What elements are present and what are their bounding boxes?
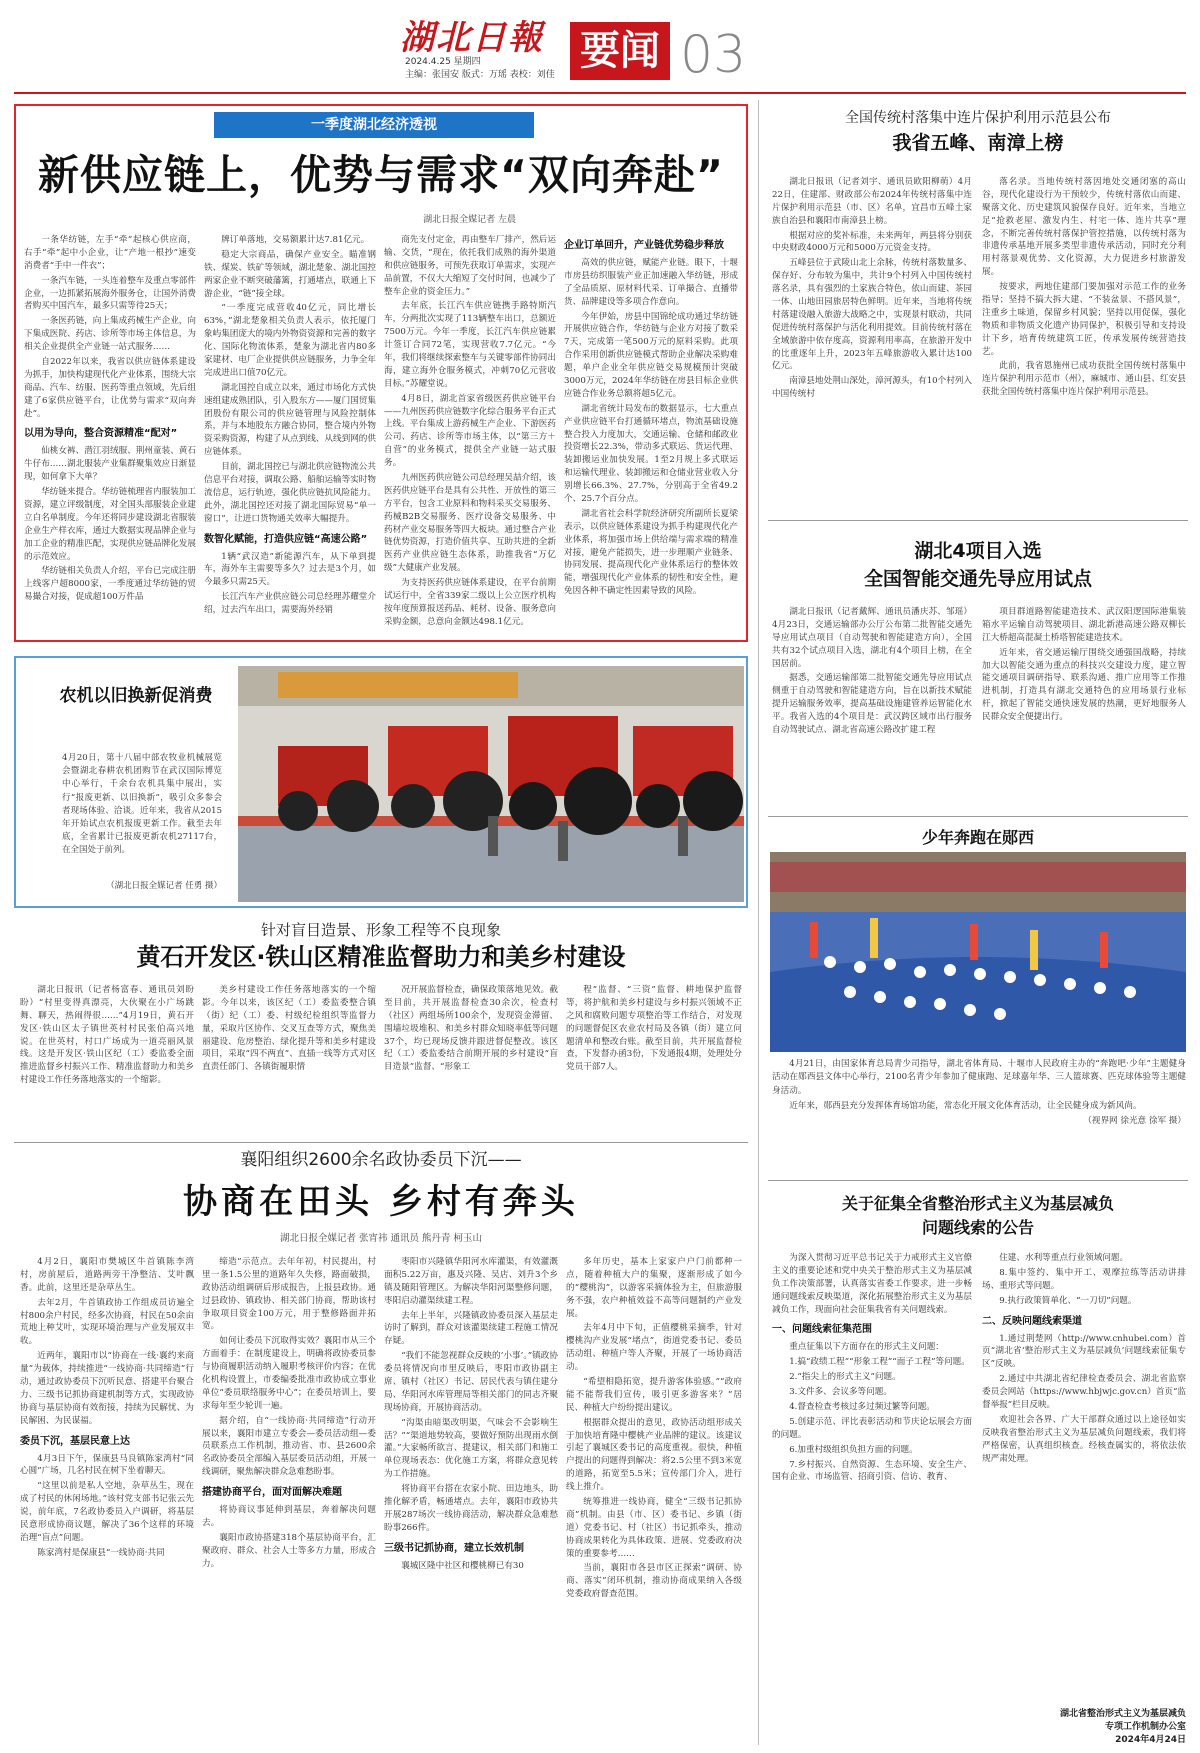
paragraph: 美乡村建设工作任务落地落实的一个缩影。今年以来，该区纪（工）委监委整合镇（街）纪（工）委、村级纪检组织等监督力量，采取片区协作、交叉互查等方式，聚焦美丽建设、危房整治、绿化提升等和美乡村建设项目，采取“四不两直”、直插一线等方式对区直责任部门、各镇街履职情 [202,985,376,1073]
paragraph: 目前，湖北国控已与湖北供应链物流公共信息平台对接，调取公路、船舶运输等实时物流信息，运行轨迹，强化供应链抗风险能力。此外，湖北国控还对接了湖北国际贸易“单一窗口”，让进口货物通关效率大幅提升。 [204,462,376,524]
photo-feature-credit: （湖北日报全媒记者 任勇 摄） [106,881,222,891]
paragraph: 今年伊始，房县中国锦纶成功通过华纺链开展供应链合作，华纺链与企业方对接了数采7天，完成第一笔500万元的原料采购。此项合作采用创新供应链模式帮助企业解决采购难题，单户企业全年供应链交易规模预计突破3000万元，2024年华纺链在房县目标企业供应链合作业务总额将超5亿元。 [564,311,738,399]
paragraph: 9.执行政策简单化、“一刀切”问题。 [999,1295,1137,1306]
paragraph: 8.集中签约、集中开工、观摩拉练等活动讲排场、重形式等问题。 [982,1267,1186,1291]
paragraph: 去年上半年，兴隆镇政协委员深入基层走访时了解到，群众对该灌渠续建工程施工情况存疑。 [384,1310,558,1347]
notice-headline-1: 关于征集全省整治形式主义为基层减负 [841,1194,1114,1213]
divider [14,1142,748,1143]
paragraph: 1.搞“政绩工程”“形象工程”“面子工程”等问题。 [789,1357,970,1368]
section-label: 要闻 [570,22,670,80]
lead-article [14,104,748,642]
column-divider [758,100,759,1745]
paragraph: 程”监督、“三资”监督、耕地保护监督等，将护航和美乡村建设与乡村振兴领域不正之风和腐败问题专项整治等工作结合，对发现的问题督促区农业农村局及各镇（街）建立问题清单和整改台账。截至目前，共开展监督检查，下发督办函3份，下发通报4期，处理处分党员干部7人。 [566,985,742,1073]
issue-editors: 主编：张国安 版式：万瑶 表校：刘佳 [405,69,555,80]
paragraph: 湖北省社会科学院经济研究所副所长夏梁表示，以供应链体系建设为抓手构建现代化产业体系，将加强市场上供给端与需求端的精准对接，避免产能损失，进一步理顺产业链条、协同发展、提高现代化产业体系运行的整体效能，增强现代化产业体系的韧性和安全性，避免因各种不确定性因素导致的风险。 [564,508,738,597]
paragraph: “我们不能忽视群众反映的‘小事’。”镇政协委员将情况向市里反映后，枣阳市政协副主席、镇村（社区）书记、居民代表与镇住建分局、华阳河水库管理局等相关部门的同志齐聚现场协商，开展协商活动。 [384,1351,558,1413]
masthead [0,0,1200,96]
xiangyang-kicker: 襄阳组织2600余名政协委员下沉—— [240,1150,522,1170]
subheading: 数智化赋能，打造供应链“高速公路” [204,533,368,545]
divider [768,816,1188,817]
lead-column-4 [564,238,738,638]
paragraph: 湖北日报讯（记者杨富春、通讯员刘盼盼）“村里变得真漂亮，大伙聚在小广场跳舞、聊天，热闹得很……”4月19日，黄石开发区·铁山区太子镇世英村村民张伯高兴地说。在世英村，村口广场成为一道亮丽风景线。这是开发区·铁山区纪（工）委监委全面推进监督乡村振兴工作、精准监督助力和美乡村建设工作任务落地落实的一个缩影。 [20,985,194,1086]
paragraph: 五峰县位于武陵山北上余脉，传统村落数量多、保存好、分布较为集中，共计9个村列入中国传统村落名录，具有强烈的土家族合特色，依山而建、茶园一体、山地田园旅居特色鲜明。近年来，当地将传统村落建设融入旅游大战略之中，实现景村联动，共同促进传统村落保护与活化利用提效。目前传统村落在全域旅游中依存度高，资源利用率高，在旅游开发中的比重逐年上升，2023年五峰旅游收入累计达100亿元。 [772,258,972,372]
paragraph: 去年底，长江汽车供应链携手路特斯汽车，分两批次实现了113辆整车出口，总额近7500万元。今年一季度，长江汽车供应链累计签订合同72笔，实现营收7.7亿元。“今年，我们将继续探索整车与关键零部件协同出海，建立海外仓服务模式，冲刺70亿元营收目标。”苏耀堂说。 [384,301,556,389]
photo-feature-title: 农机以旧换新促消费 [59,686,213,706]
paragraph: 7.乡村振兴、自然资源、生态环境、安全生产、国有企业、市场监管、招商引资、信访、教育、 [772,1459,972,1483]
village-column-2 [982,176,1186,516]
paragraph: 襄城区隆中社区和樱桃柳已有30 [401,1560,524,1571]
paragraph: 一条汽车链，一头连着整车及重点零部件企业，一边抓紧拓展海外服务仓，让国外消费者购买中国汽车，最多只需等待25天； [24,275,196,312]
lead-byline: 湖北日报全媒记者 左晨 [423,215,516,225]
paragraph: 湖北国控自成立以来，通过市场化方式快速组建成熟团队，引入股东方——厦门国贸集团股份有限公司的供应链管理与风险控制体系，并与本地股东方融合协同，整合境内外物资采购资源，构建了从点到线、从线到网的供应链体系。 [204,382,376,458]
paragraph: 去年2月，牛首镇政协工作组成员访遍全村800余户村民，经多次协商，村民在50余亩荒地上种艾叶，实现环境治理与产业发展双丰收。 [20,1297,194,1347]
photo-credit: （视界网 徐光意 徐军 摄） [1083,1116,1186,1127]
paragraph: 华纺链来提合。华纺链梳理省内服装加工资源，建立评级制度，对全国头部服装企业建立白名单制度。今年还将同步建设湖北省服装企业生产样衣库，通过大数据实现品牌企业与加工企业的精准匹配，实现供应链品牌化发展的示范效应。 [24,487,196,562]
paragraph: 枣阳市兴隆镇华阳河水库灌渠，有效灌溉面积5.22万亩，惠及兴隆、吴店、刘升3个乡镇及随阳管理区。为解决华阳河渠整修问题，枣阳启动灌渠续建工程。 [384,1257,558,1306]
paragraph: “一季度完成营收40亿元，同比增长63%，”湖北楚象相关负责人表示，依托厦门象屿集团庞大的境内外物资资源和完善的数字化、国际化物流体系，楚象为湖北省内80多家建材、电厂企业提供供应链服务，力争全年完成进出口值70亿元。 [204,303,376,378]
paragraph: 一条华纺链，左手“牵”起核心供应商，右手“牵”起中小企业，让“产地一根抄”速变消费者“手中一件衣”； [24,235,196,271]
paragraph: 近年来，省交通运输厅围绕交通强国战略，持续加大以智能交通为重点的科技兴交建设力度，建立智能交通项目调研指导、联系沟通、推广应用等工作推进机制，打造具有湖北交通特色的应用场景行业标杆，掀起了智能交通快速发展的热潮，更好地服务人民群众安全便捷出行。 [982,647,1186,723]
paragraph: 欢迎社会各界、广大干部群众通过以上途径如实反映我省整治形式主义为基层减负问题线索，我们将严格保密，认真组织核查。经核查属实的，将依法依规严肃处理。 [982,1414,1186,1464]
signature-line-2: 专项工作机制办公室 [1104,1722,1186,1733]
paragraph: 1辆“武汉造”新能源汽车，从下单到提车，海外车主需要等多久？过去是3个月，如今最多只需25天。 [204,551,376,588]
paragraph: 2.通过中共湖北省纪律检查委员会、湖北省监察委员会网站（https://www.hbjwjc.gov.cn）首页“监督举报”栏目反映。 [982,1374,1186,1411]
paragraph: “沟渠由暗渠改明渠，气味会不会影响生活？”“渠道地势较高，要做好预防出现雨水倒灌。”大家畅所欲言、提建议，相关部门和施工单位现场表态：优化施工方案，将群众意见转为工作措施。 [384,1417,558,1480]
xiangyang-headline: 协商在田头 乡村有奔头 [183,1182,579,1222]
paragraph: 将协商平台搭在农家小院、田边地头，助推化解矛盾，畅通堵点。去年，襄阳市政协共开展287场次一线协商活动，解决群众急难愁盼事266件。 [384,1484,558,1533]
huangshi-column-3 [384,984,558,1134]
page-number: 03 [680,25,747,85]
lead-column-3 [384,234,556,634]
paragraph: 如何让委员下沉取得实效？襄阳市从三个方面着手：在制度建设上，明确将政协委员参与协商履职活动纳入履职考核评价内容；在优化机构设置上，市委编委批准市政协成立事业单位“委员联络服务中心”；在委员培训上，要求每年至少轮训一遍。 [202,1336,376,1411]
xiangyang-column-3 [384,1256,558,1746]
paragraph: 九州医药供应链公司总经理吴喆介绍，该医药供应链平台是具有公共性、开放性的第三方平台，包含工业原料和物料采买交易服务、药械B2B交易服务、医疗设备交易服务、中药材产业交易服务等四大板块。通过整合产业链优势资源，打造价值共享、互助共进的全新医药产业供应链生态体系，助推我省“万亿级”大健康产业发展。 [384,473,556,574]
youth-run-photo [770,852,1186,1052]
paragraph: 项目群道路智能建造技术、武汉阳逻国际港集装箱水平运输自动驾驶项目、湖北新港高速公路双柳长江大桥超高混凝土桥塔智能建造技术。 [982,607,1186,643]
paragraph: “希望相隐拓宽，提升游客体验感。”“政府能不能帮我们宣传，吸引更多游客来？”居民、种植大户纷纷提出建议。 [566,1377,742,1413]
paragraph: 湖北日报讯（记者刘宇、通讯员欧阳柳萌）4月22日，住建部、财政部公布2024年传统村落集中连片保护利用示范县（市、区）名单，宜昌市五峰土家族自治县和襄阳市南漳县上榜。 [772,177,972,226]
paragraph: 陈家湾村是保康县“一线协商·共同 [37,1547,165,1558]
lead-column-1 [24,234,196,634]
paragraph: 4月2日，襄阳市樊城区牛首镇陈李湾村，房前屋后，道路两旁干净整洁、艾叶飘香。此前，这里还是杂草丛生。 [20,1257,194,1293]
paragraph: 统筹推进一线协商，健全“三级书记抓协商”机制。由县（市、区）委书记、乡镇（街道）党委书记、村（社区）书记抓牵头，推动协商成果转化为具体政策、进展、党委政府决策的重要参考…… [566,1497,742,1559]
subheading: 一、问题线索征集范围 [772,1324,872,1336]
paragraph: 稳定大宗商品，确保产业安全。瞄准钢铁、煤炭、铁矿等领域，湖北楚象、湖北国控两家企业不断突破藩篱，打通堵点，联通上下游企业，“链”接全球。 [204,249,376,299]
transport-column-1 [772,606,972,806]
transport-headline-2: 全国智能交通先导应用试点 [863,568,1092,590]
paragraph: 6.加重村级组织负担方面的问题。 [789,1444,918,1455]
paragraph: 自2022年以来，我省以供应链体系建设为抓手，加快构建现代化产业体系，围绕大宗商品、汽车、纺服、医药等重点领域，先后组建了6家供应链平台，让优势与需求“双向奔赴”。 [24,357,196,419]
lead-headline: 新供应链上，优势与需求“双向奔赴” [38,151,724,199]
paragraph: “这里以前是私人空地，杂草丛生，现在成了村民的休闲场地。”该村党支部书记张云先说，前年底，7名政协委员入户调研，将基层民意形成协商议题，解决了36个这样的环境治理“盲点”问题。 [20,1481,194,1543]
huangshi-headline: 黄石开发区·铁山区精准监督助力和美乡村建设 [136,943,626,971]
paragraph: 根据对应的奖补标准，未来两年，两县将分别获中央财政4000万元和5000万元资金支持。 [772,230,972,254]
subheading: 以用为导向，整合资源精准“配对” [24,428,178,440]
transport-column-2 [982,606,1186,806]
paragraph: 仙桃女裤、潜江羽绒服、荆州童装、黄石牛仔布……湖北服装产业集群聚集效应日渐显现，如何拿下大单？ [24,446,196,483]
subheading: 委员下沉，基层民意上达 [20,1435,130,1447]
signature-date: 2024年4月24日 [1115,1735,1186,1746]
header-rule [14,92,1186,94]
paragraph: 襄阳市政协搭建318个基层协商平台，汇聚政府、群众、社会人士等多方力量，形成合力。 [202,1532,376,1569]
huangshi-column-1 [20,984,194,1134]
paragraph: 去年4月中下旬，正值樱桃采摘季，针对樱桃沟产业发展“堵点”，街道党委书记、委员活动组、种植户等人齐聚，开展了一场协商活动。 [566,1323,742,1373]
paragraph: 按要求，两地住建部门要加强对示范工作的业务指导；坚持不搞大拆大建、“不装盆景、不搭风景”，注重乡土味道，保留乡村风貌；坚持以用促保，强化物质和非物质文化遗产协同保护，积极引导和支持设计下乡，培育传统建筑工匠，传承发展传统营造技艺。 [982,282,1186,357]
photo-feature-body: 4月20日，第十八届中部农牧业机械展览会暨湖北春耕农机团购节在武汉国际博览中心举行，千余台农机具集中展出，实行“报废更新、以旧换新”，吸引众多参会者现场体验、洽谈。近年来，我省从2015年开始试点农机报废更新工作。截至去年底，全省累计已报废更新农机27117台，在全国处于前列。 [62,753,222,856]
youth-run-caption [772,1058,1186,1176]
issue-meta [405,56,555,81]
paragraph: 2.“指尖上的形式主义”问题。 [789,1372,901,1383]
paragraph: 湖北省统计局发布的数据显示，七大重点产业供应链平台打通循环堵点，物流基础设施整合投入力度加大，交通运输、仓储和邮政业投资增长22.3%，带动多式联运、货运代理、装卸搬运业加快发展。1至2月规上多式联运和运输代理业、装卸搬运和仓储业营业收入分别增长66.3%、27.7%，分别高于全省49.2个、25.7个百分点。 [564,403,738,505]
paragraph: 将协商议事延伸到基层，奔着解决问题去。 [202,1505,376,1529]
paragraph: 据悉，交通运输部第二批智能交通先导应用试点侧重于自动驾驶和智能建造方向，旨在以新技术赋能提升运输服务效率，提高基础设施建管养运智能化水平。我省入选的4个项目是：武汉跨区域市出行服务自动驾驶试点、湖北省高速公路改扩建工程 [772,673,972,736]
village-kicker: 全国传统村落集中连片保护利用示范县公布 [845,110,1111,126]
paragraph: 落名录。当地传统村落因地处交通闭塞的高山谷，现代化建设行为干预较少，传统村落依山而建、聚落文化、历史建筑风貌保存良好。近年来，当地立足“抢救老屋、激发内生、村宅一体、连片共享”理念，不断完善传统村落保护管控措施，以传统村落为非遗传承基地开展多类型非遗传承活动，同时充分利用村落景观优势、文化资源，大力促进乡村旅游发展。 [982,177,1186,278]
notice-column-1 [772,1252,972,1742]
paragraph: 此前，我省恩施州已成功获批全国传统村落集中连片保护利用示范市（州），麻城市、通山县、红安县获批全国传统村落集中连片保护利用示范县。 [982,361,1186,398]
paragraph: 据介绍，自“一线协商·共同缔造”行动开展以来，襄阳市建立专委会—委员活动组—委员联系点工作机制，推动省、市、县2600余名政协委员全部编入基层委员活动组，开展一线调研，聚焦解决群众急难愁盼事。 [202,1415,376,1478]
paragraph: 为深入贯彻习近平总书记关于力戒形式主义官僚主义的重要论述和党中央关于整治形式主义为基层减负工作决策部署，认真落实省委工作要求，进一步畅通问题线索反映渠道，深化拓展整治形式主义为基层减负工作，现面向社会征集我省有关问题线索。 [772,1253,972,1315]
paragraph: 南漳县地处荆山深处，漳河源头，有10个村列入中国传统村 [772,376,972,400]
subheading: 二、反映问题线索渠道 [982,1315,1082,1327]
paragraph: 商先支付定金，再由整车厂排产，然后运输、交货，“现在，依托我们成熟的海外渠道和供应链服务，可预先获取订单需求，实现产品前置，不仅大大缩短了交付时间，也减少了整车企业的资金压力。” [384,235,556,297]
paragraph: 华纺链相关负责人介绍，平台已完成注册上线客户超8000家，一季度通过华纺链的贸易撮合对接，促成超100万件品 [24,566,196,603]
notice-column-2 [982,1252,1186,1692]
photo-feature [14,656,748,908]
transport-headline-1: 湖北4项目入选 [914,540,1042,562]
village-headline: 我省五峰、南漳上榜 [892,132,1064,154]
divider [768,1180,1188,1181]
notice-signature [1060,1708,1186,1747]
lead-column-2 [204,234,376,634]
xiangyang-byline: 湖北日报全媒记者 张宵祎 通讯员 熊丹青 柯玉山 [279,1233,483,1244]
paragraph: 多年历史，基本上家家户户门前都种一点，随着种植大户的集聚，逐渐形成了如今的“樱桃沟”，以游客采摘体验为主，但旅游服务不强，农户种植效益不高等问题制约产业发展。 [566,1257,742,1319]
paragraph: 住建、水利等重点行业领域问题。 [999,1253,1129,1263]
paragraph: 5.创建示范、评比表彰活动和节庆论坛展会方面的问题。 [772,1416,972,1440]
xiangyang-column-1 [20,1256,194,1746]
paragraph: 4.督查检查考核过多过频过繁等问题。 [789,1402,935,1413]
issue-date: 2024.4.25 星期四 [405,57,481,67]
paragraph: 重点征集以下方面存在的形式主义问题： [789,1342,944,1353]
paragraph: 根据群众提出的意见，政协活动组形成关于加快培育隆中樱桃产业品牌的建议。该建议引起了襄城区委书记的高度重视。很快，种植户提出的问题得到解决：将2.5公里不到3米宽的道路，拓宽至5.5米；宣传部门介入，进行线上推介。 [566,1417,742,1493]
paragraph: 4月3日下午，保康县马良镇陈家湾村“同心圆”广场，几名村民在树下坐着聊天。 [20,1453,194,1477]
newspaper-logo: 湖北日報 [400,18,544,58]
paragraph: 长江汽车产业供应链公司总经理苏耀堂介绍，过去汽车出口，需要海外经销 [204,592,376,616]
paragraph: 缔造”示范点。去年年初，村民提出，村里一条1.5公里的道路年久失修，路面破损，政协活动组调研后形成报告，上报县政协。通过县政协、镇政协、相关部门协商，帮助该村争取项目资金100万元，用于整修路面并拓宽。 [202,1257,376,1332]
subheading: 企业订单回升，产业链优势稳步释放 [564,240,724,251]
paragraph: 1.通过荆楚网（http://www.cnhubei.com）首页“湖北省‘整治形式主义为基层减负’问题线索征集专区”反映。 [982,1333,1186,1370]
paragraph: 近年来，郧西县充分发挥体育场馆功能，常态化开展文化体育活动，让全民健身成为新风尚。 [789,1100,1142,1111]
paragraph: 为支持医药供应链体系建设，在平台前期试运行中，全省339家二级以上公立医疗机构按年度预算报送药品、耗材、设备、服务意向采购金额，总意向金额达498.1亿元。 [384,578,556,627]
subheading: 搭建协商平台，面对面解决难题 [202,1487,342,1499]
tractor-photo [238,666,744,902]
signature-line-1: 湖北省整治形式主义为基层减负 [1059,1709,1186,1719]
subheading: 三级书记抓协商，建立长效机制 [384,1542,524,1554]
xiangyang-column-4 [566,1256,742,1746]
paragraph: 近两年，襄阳市以“协商在一线·襄约来商量”为载体，持续推进“一线协商·共同缔造”行动，通过政协委员下沉听民意、搭建平台聚合力、三级书记抓协商建机制等方式，实现政协协商与基层协商有效衔接，持续为民解忧、为民解困、为民谋福。 [20,1351,194,1426]
paragraph: 3.文件多、会议多等问题。 [789,1387,892,1398]
paragraph: 4月21日，由国家体育总局青少司指导，湖北省体育局、十堰市人民政府主办的“奔跑吧·少年”主题健身活动在郧西县文体中心举行，2100名青少年参加了健康跑、足球嘉年华、三人篮球赛、匹克球体验等主题健身活动。 [772,1059,1186,1096]
paragraph: 高效的供应链，赋能产业链。眼下，十堰市房县纺织服装产业正加速融入华纺链，形成了全品质原、原材料代采、订单撮合、直播带货、品牌建设等多项合作意向。 [564,258,738,307]
huangshi-column-4 [566,984,742,1134]
lead-kicker: 一季度湖北经济透视 [214,112,534,138]
paragraph: 况开展监督检查，确保政策落地见效。截至目前，共开展监督检查30余次，检查村（社区）两组场所100余个，发现资金滞留、围墙垃圾堆积、和美乡村群众知晓率低等问题37个，均已现场反馈并跟进督促整改。该区纪（工）委监委结合前期开展的乡村建设“盲目造景”监督、“形象工 [384,985,558,1073]
paragraph: 湖北日报讯（记者戴辉、通讯员潘庆苏、邹瑶）4月23日，交通运输部办公厅公布第二批智能交通先导应用试点项目（自动驾驶和智能建造方向），全国共有32个试点项目入选，湖北有4个项目上榜，在全国居前。 [772,607,972,669]
paragraph: 4月8日，湖北首家省级医药供应链平台——九州医药供应链数字化综合服务平台正式上线。平台集成上游药械生产企业、下游医药公司、药店、诊所等市场主体，以“第三方＋自营”的业务模式，提供全产业链一站式服务。 [384,393,556,469]
huangshi-kicker: 针对盲目造景、形象工程等不良现象 [260,921,501,939]
huangshi-column-2 [202,984,376,1134]
paragraph: 牌订单落地，交易额累计达7.81亿元。 [221,235,370,245]
paragraph: 一条医药链，向上集成药械生产企业，向下集成医院、药店、诊所等市场主体信息，为相关企业提供全产业链一站式服务…… [24,316,196,353]
xiangyang-column-2 [202,1256,376,1746]
youth-run-headline: 少年奔跑在郧西 [921,828,1034,847]
village-column-1 [772,176,972,516]
divider [768,520,1188,521]
notice-headline-2: 问题线索的公告 [921,1218,1034,1237]
paragraph: 当前，襄阳市各县市区正探索“调研、协商、落实”闭环机制，推动协商成果纳入各级党委政府督查范围。 [566,1563,742,1600]
